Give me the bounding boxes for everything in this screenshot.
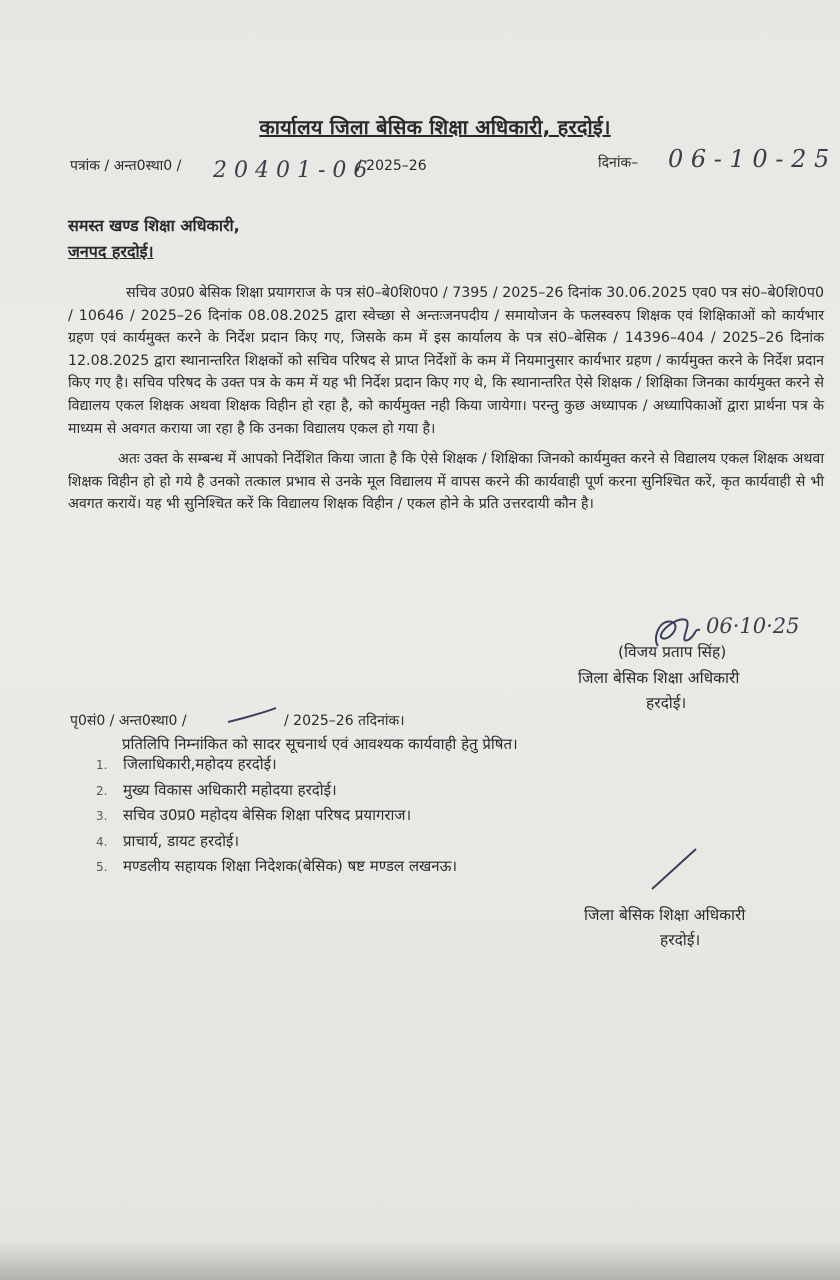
photo-shadow bbox=[0, 1240, 840, 1280]
date-label: दिनांक– bbox=[598, 155, 639, 171]
copy-ref-session-date: / 2025–26 तदिनांक। bbox=[284, 713, 405, 729]
signatory2-place: हरदोई। bbox=[660, 931, 701, 949]
office-title: कार्यालय जिला बेसिक शिक्षा अधिकारी, हरदोई। bbox=[259, 115, 611, 139]
handwritten-letter-date: 0 6 - 1 0 - 2 5 bbox=[668, 145, 830, 173]
signatory-place: हरदोई। bbox=[646, 694, 687, 712]
handwritten-stroke-icon bbox=[226, 706, 278, 726]
list-item: 1. जिलाधिकारी,महोदय हरदोई। bbox=[96, 755, 277, 773]
handwritten-patrank-number: 2 0 4 0 1 - 0 6 bbox=[213, 158, 368, 183]
copy-intro: प्रतिलिपि निम्नांकित को सादर सूचनार्थ एवं आवश्यक कार्यवाही हेतु प्रेषित। bbox=[122, 735, 518, 753]
letter-body bbox=[68, 282, 824, 516]
list-item: 5. मण्डलीय सहायक शिक्षा निदेशक(बेसिक) षष्ट मण्डल लखनऊ। bbox=[96, 857, 458, 875]
patrank-label: पत्रांक / अन्त0स्था0 / bbox=[70, 158, 182, 174]
addressee-line1: समस्त खण्ड शिक्षा अधिकारी, bbox=[68, 216, 240, 235]
handwritten-slash-icon bbox=[646, 846, 702, 892]
handwritten-sign-date: 06·10·25 bbox=[706, 614, 800, 638]
copy-ref-label: पृ0सं0 / अन्त0स्था0 / bbox=[70, 713, 187, 729]
body-paragraph-1: सचिव उ0प्र0 बेसिक शिक्षा प्रयागराज के पत्र सं0–बे0शि0प0 / 7395 / 2025–26 दिनांक 30.06.2025 एव0 पत्र सं0–बे0शि0प0 / 10646 / 2025–26 दिनांक 08.08.2025 द्वारा स्वेच्छा से अन्तःजनपदीय / समायोजन के फलस्वरुप शिक्षक एवं शिक्षिकाओं को कार्यभार ग्रहण एवं कार्यमुक्त करने के निर्देश प्रदान किए गए, जिसके कम में इस कार्यालय के पत्र सं0–बेसिक / 14396–404 / 2025–26 दिनांक 12.08.2025 द्वारा स्थानान्तरित शिक्षकों को सचिव परिषद से प्राप्त निर्देशों के कम में नियमानुसार कार्यभार ग्रहण / कार्यमुक्त करने के निर्देश प्रदान किए गए है। सचिव परिषद के उक्त पत्र के कम में यह भी निर्देश प्रदान किए गए थे, कि स्थानान्तरित ऐसे शिक्षक / शिक्षिका जिनका कार्यमुक्त करने से विद्यालय एकल शिक्षक अथवा शिक्षक विहीन हो रहा है, को कार्यमुक्त नही किया जायेगा। परन्तु कुछ अध्यापक / अध्यापिकाओं द्वारा प्रार्थना पत्र के माध्यम से अवगत कराया जा रहा है कि उनका विद्यालय एकल हो गया है। bbox=[68, 285, 824, 437]
body-paragraph-2: अतः उक्त के सम्बन्ध में आपको निर्देशित किया जाता है कि ऐसे शिक्षक / शिक्षिका जिनको कार्यमुक्त करने से विद्यालय एकल शिक्षक अथवा शिक्षक विहीन हो हो गये है उनको तत्काल प्रभाव से उनके मूल विद्यालय में वापस करने की कार्यवाही पूर्ण करना सुनिश्चित करें, कृत कार्यवाही से भी अवगत करायें। यह भी सुनिश्चित करें कि विद्यालय शिक्षक विहीन / एकल होने के प्रति उत्तरदायी कौन है। bbox=[68, 451, 824, 513]
list-item: 3. सचिव उ0प्र0 महोदय बेसिक शिक्षा परिषद प्रयागराज। bbox=[96, 806, 412, 824]
patrank-session: / 2025–26 bbox=[357, 158, 427, 174]
signatory-name: (विजय प्रताप सिंह) bbox=[618, 643, 727, 661]
addressee-line2: जनपद हरदोई। bbox=[68, 242, 154, 261]
signatory-designation: जिला बेसिक शिक्षा अधिकारी bbox=[578, 669, 740, 687]
list-item: 4. प्राचार्य, डायट हरदोई। bbox=[96, 831, 240, 850]
list-item: 2. मुख्य विकास अधिकारी महोदया हरदोई। bbox=[96, 780, 337, 799]
signatory2-designation: जिला बेसिक शिक्षा अधिकारी bbox=[584, 906, 746, 924]
copy-recipient-list bbox=[96, 752, 457, 880]
